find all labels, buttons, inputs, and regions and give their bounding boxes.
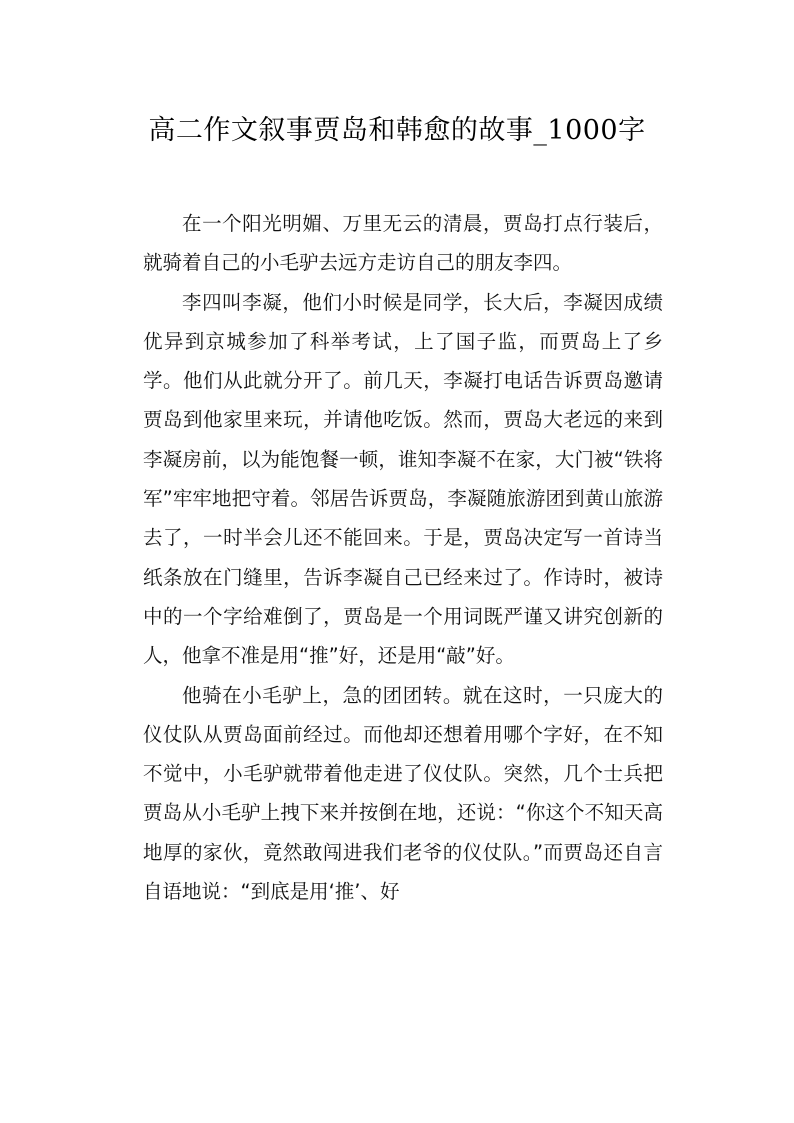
document-body [143, 204, 663, 911]
document-title: 高二作文叙事贾岛和韩愈的故事_1000字 [148, 115, 646, 146]
paragraph-3: 他骑在小毛驴上，急的团团转。就在这时，一只庞大的仪仗队从贾岛面前经过。而他却还想着用哪个字好，在不知不觉中，小毛驴就带着他走进了仪仗队。突然，几个士兵把贾岛从小毛驴上拽下来并按倒在地，还说：“你这个不知天高地厚的家伙，竟然敢闯进我们老爷的仪仗队。”而贾岛还自言自语地说：“到底是用‘推’、好 [143, 683, 663, 904]
paragraph-1: 在一个阳光明媚、万里无云的清晨，贾岛打点行装后，就骑着自己的小毛驴去远方走访自己的朋友李四。 [143, 212, 663, 275]
paragraph-2: 李四叫李凝，他们小时候是同学，长大后，李凝因成绩优异到京城参加了科举考试，上了国子监，而贾岛上了乡学。他们从此就分开了。前几天，李凝打电话告诉贾岛邀请贾岛到他家里来玩，并请他吃饭。然而，贾岛大老远的来到李凝房前，以为能饱餐一顿，谁知李凝不在家，大门被“铁将军”牢牢地把守着。邻居告诉贾岛，李凝随旅游团到黄山旅游去了，一时半会儿还不能回来。于是，贾岛决定写一首诗当纸条放在门缝里，告诉李凝自己已经来过了。作诗时，被诗中的一个字给难倒了，贾岛是一个用词既严谨又讲究创新的人，他拿不准是用“推”好，还是用“敲”好。 [143, 290, 663, 668]
